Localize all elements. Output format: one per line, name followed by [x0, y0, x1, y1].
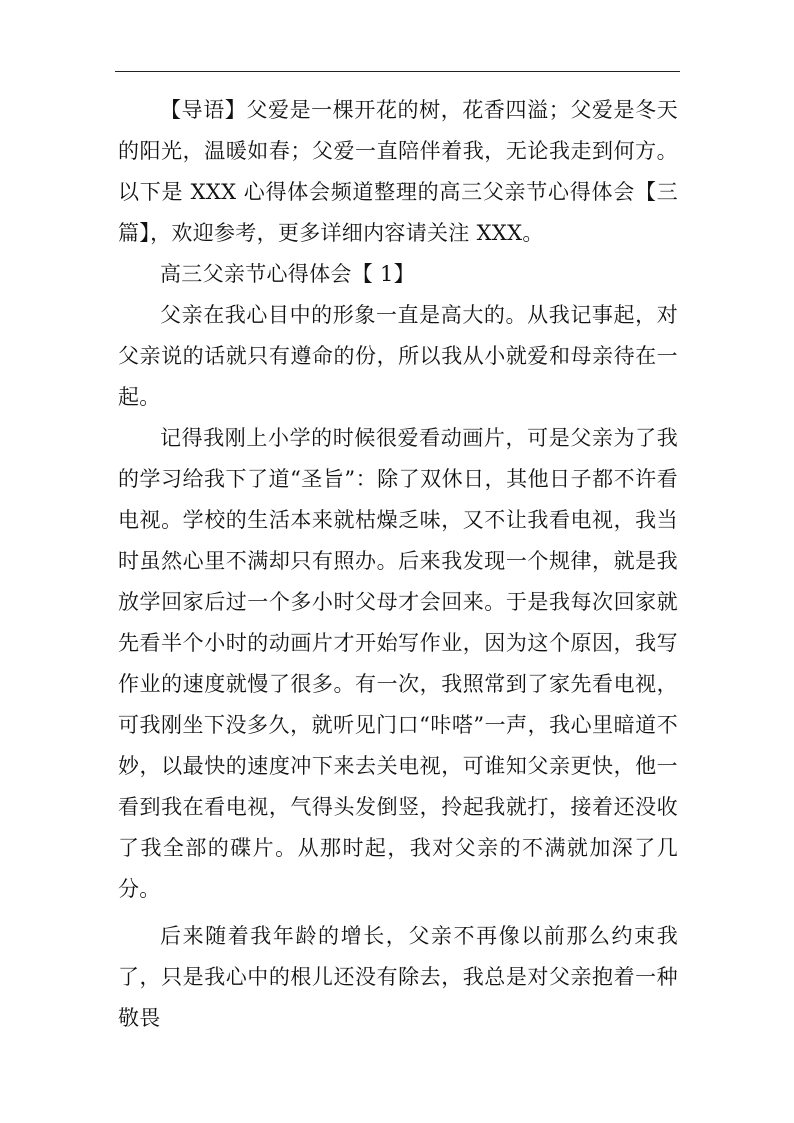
body-paragraph: 父亲在我心目中的形象一直是高大的。从我记事起，对父亲说的话就只有遵命的份，所以我从小就爱和母亲待在一起。	[118, 303, 678, 409]
intro-paragraph: 【导语】父爱是一棵开花的树，花香四溢；父爱是冬天的阳光，温暖如春；父爱一直陪伴着我，无论我走到何方。以下是 XXX 心得体会频道整理的高三父亲节心得体会【三篇】，欢迎参考，更多详细内容请关注 XXX。	[118, 98, 678, 245]
header-rule	[115, 71, 680, 72]
document-body	[118, 90, 678, 1039]
section-heading: 高三父亲节心得体会【 1】	[160, 262, 415, 286]
body-paragraph: 后来随着我年龄的增长，父亲不再像以前那么约束我了，只是我心中的根儿还没有除去，我总是对父亲抱着一种敬畏	[118, 924, 678, 1030]
body-paragraph: 记得我刚上小学的时候很爱看动画片，可是父亲为了我的学习给我下了道“圣旨”：除了双休日，其他日子都不许看电视。学校的生活本来就枯燥乏味，又不让我看电视，我当时虽然心里不满却只有照办。后来我发现一个规律，就是我放学回家后过一个多小时父母才会回来。于是我每次回家就先看半个小时的动画片才开始写作业，因为这个原因，我写作业的速度就慢了很多。有一次，我照常到了家先看电视，可我刚坐下没多久，就听见门口“咔嗒”一声，我心里暗道不妙，以最快的速度冲下来去关电视，可谁知父亲更快，他一看到我在看电视，气得头发倒竖，拎起我就打，接着还没收了我全部的碟片。从那时起，我对父亲的不满就加深了几分。	[118, 426, 678, 901]
